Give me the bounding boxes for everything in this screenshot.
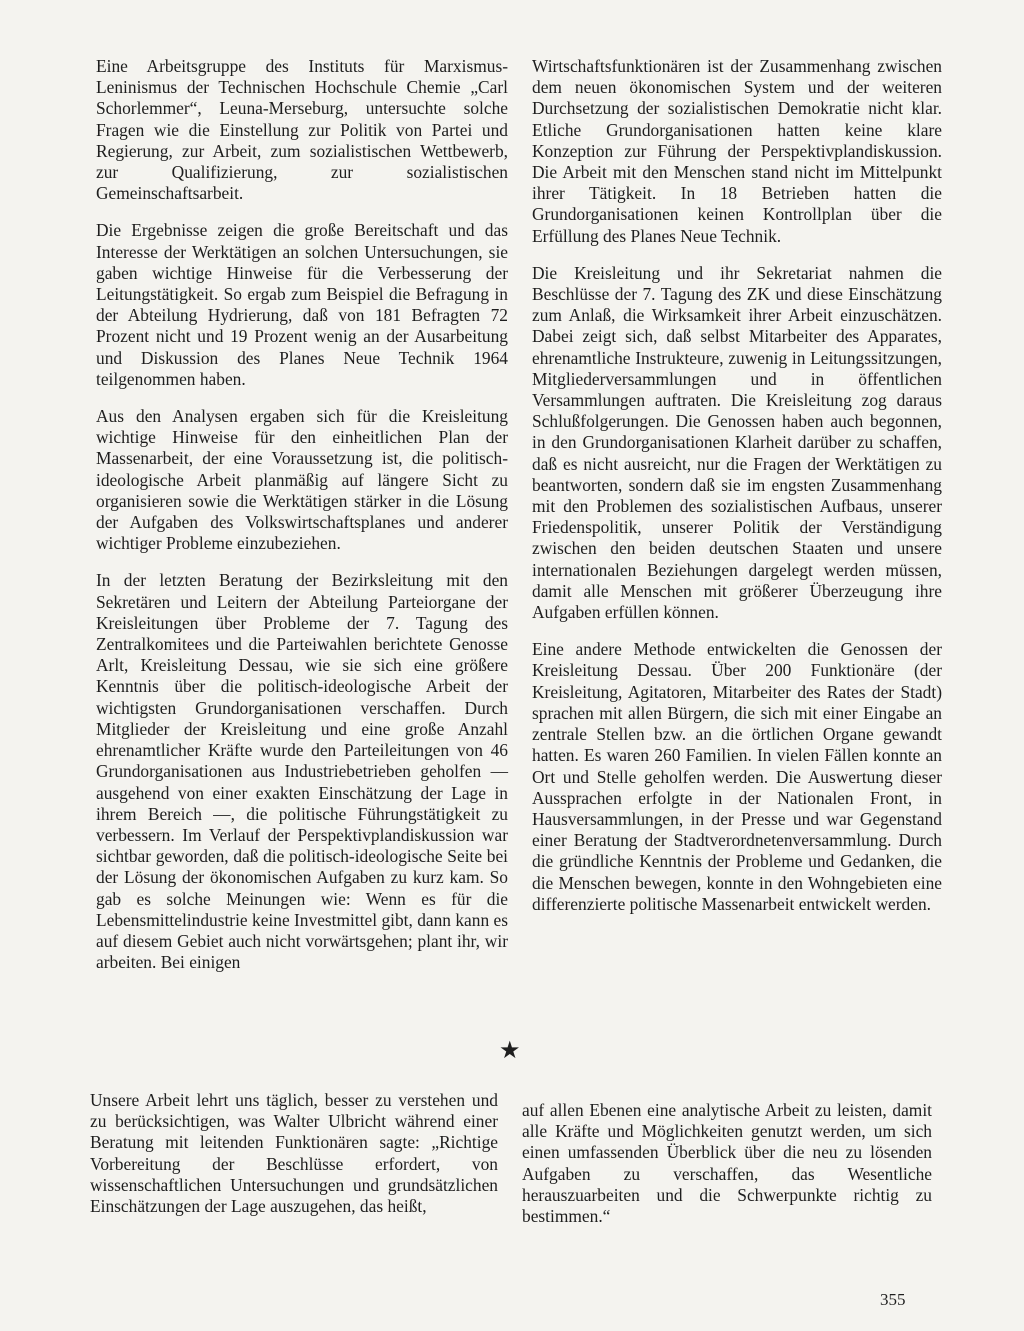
paragraph: Wirtschaftsfunktionären ist der Zusammenhang zwischen dem neuen ökonomischen System und der weiteren Durchsetzung der sozialistischen Demokratie nicht klar. Etliche Grundorganisationen hatten keine klare Konzeption zur Führung der Perspektivplandiskussion. Die Arbeit mit den Menschen stand nicht im Mittelpunkt ihrer Tätigkeit. In 18 Betrieben hatten die Grundorganisationen keinen Kontrollplan über die Erfüllung des Planes Neue Technik. xyxy=(532,56,942,246)
right-column xyxy=(532,56,942,915)
paragraph: auf allen Ebenen eine analytische Arbeit zu leisten, damit alle Kräfte und Möglichkeiten genutzt werden, um sich einen umfassenden Überblick über die neu zu lösenden Aufgaben zu verschaffen, das Wesentliche herauszuarbeiten und die Schwerpunkte richtig zu bestimmen.“ xyxy=(522,1100,932,1227)
left-column xyxy=(96,56,508,973)
paragraph: Eine andere Methode entwickelten die Genossen der Kreisleitung Dessau. Über 200 Funktionäre (der Kreisleitung, Agitatoren, Mitarbeiter des Rates der Stadt) sprachen mit allen Bürgern, die sich mit einer Eingabe an zentrale Stellen bzw. an die örtlichen Organe gewandt hatten. Es waren 260 Familien. In vielen Fällen konnte an Ort und Stelle geholfen werden. Die Auswertung dieser Aussprachen erfolgte in der Nationalen Front, in Hausversammlungen, in der Presse und war Gegenstand einer Beratung der Stadtverordnetenversammlung. Durch die gründliche Kenntnis der Probleme und Gedanken, die die Menschen bewegen, konnte in den Wohngebieten eine differenzierte politische Massenarbeit entwickelt werden. xyxy=(532,639,942,914)
page-number: 355 xyxy=(880,1290,906,1309)
bottom-right-column xyxy=(522,1100,932,1227)
bottom-left-column xyxy=(90,1090,498,1217)
paragraph: Die Ergebnisse zeigen die große Bereitschaft und das Interesse der Werktätigen an solchen Untersuchungen, sie gaben wichtige Hinweise für die Verbesserung der Leitungstätigkeit. So ergab zum Beispiel die Befragung in der Abteilung Hydrierung, daß von 181 Befragten 72 Prozent nicht und 19 Prozent wenig an der Ausarbeitung und Diskussion des Planes Neue Technik 1964 teilgenommen haben. xyxy=(96,220,508,389)
paragraph: In der letzten Beratung der Bezirksleitung mit den Sekretären und Leitern der Abteilung Parteiorgane der Kreisleitungen über Probleme der 7. Tagung des Zentralkomitees und die Parteiwahlen berichtete Genosse Arlt, Kreisleitung Dessau, wie sie sich eine größere Kenntnis über die politisch-ideologische Arbeit der wichtigsten Grundorganisationen verschaffen. Durch Mitglieder der Kreisleitung und eine große Anzahl ehrenamtlicher Kräfte wurde den Parteileitungen von 46 Grundorganisationen aus Industriebetrieben geholfen — ausgehend von einer exakten Einschätzung der Lage in ihrem Bereich —, die politische Führungstätigkeit zu verbessern. Im Verlauf der Perspektivplandiskussion war sichtbar geworden, daß die politisch-ideologische Seite bei der Lösung der ökonomischen Aufgaben zu kurz kam. So gab es solche Meinungen wie: Wenn es für die Lebensmittelindustrie keine Investmittel gibt, dann kann es auf diesem Gebiet auch nicht vorwärtsgehen; plant ihr, wir arbeiten. Bei einigen xyxy=(96,570,508,973)
star-separator-icon: ★ xyxy=(499,1036,521,1064)
paragraph: Eine Arbeitsgruppe des Instituts für Marxismus-Leninismus der Technischen Hochschule Chemie „Carl Schorlemmer“, Leuna-Merseburg, untersuchte solche Fragen wie die Einstellung zur Politik von Partei und Regierung, zur Arbeit, zum sozialistischen Wettbewerb, zur Qualifizierung, zur sozialistischen Gemeinschaftsarbeit. xyxy=(96,56,508,204)
paragraph: Die Kreisleitung und ihr Sekretariat nahmen die Beschlüsse der 7. Tagung des ZK und diese Einschätzung zum Anlaß, die Wirksamkeit ihrer Arbeit einzuschätzen. Dabei zeigt sich, daß selbst Mitarbeiter des Apparates, ehrenamtliche Instrukteure, zuwenig in Leitungssitzungen, Mitgliederversammlungen und in öffentlichen Versammlungen auftraten. Die Kreisleitung zog daraus Schlußfolgerungen. Die Genossen haben auch begonnen, in den Grundorganisationen Klarheit darüber zu schaffen, daß es nicht ausreicht, nur die Fragen der Werktätigen zu beantworten, sondern daß sie im engsten Zusammenhang mit den Problemen des sozialistischen Aufbaus, unserer Friedenspolitik, unserer Politik der Verständigung zwischen den beiden deutschen Staaten und unsere internationalen Beziehungen dargelegt werden müssen, damit alle Menschen mit größerer Überzeugung ihre Aufgaben erfüllen können. xyxy=(532,262,942,623)
paragraph: Unsere Arbeit lehrt uns täglich, besser zu verstehen und zu berücksichtigen, was Walter Ulbricht während einer Beratung mit leitenden Funktionären sagte: „Richtige Vorbereitung der Beschlüsse erfordert, von wissenschaftlichen Untersuchungen und grundsätzlichen Einschätzungen der Lage auszugehen, das heißt, xyxy=(90,1090,498,1217)
paragraph: Aus den Analysen ergaben sich für die Kreisleitung wichtige Hinweise für den einheitlichen Plan der Massenarbeit, der eine Voraussetzung ist, die politisch-ideologische Arbeit planmäßig auf längere Sicht zu organisieren sowie die Werktätigen stärker in die Lösung der Aufgaben des Volkswirtschaftsplanes und anderer wichtiger Probleme einzubeziehen. xyxy=(96,406,508,554)
